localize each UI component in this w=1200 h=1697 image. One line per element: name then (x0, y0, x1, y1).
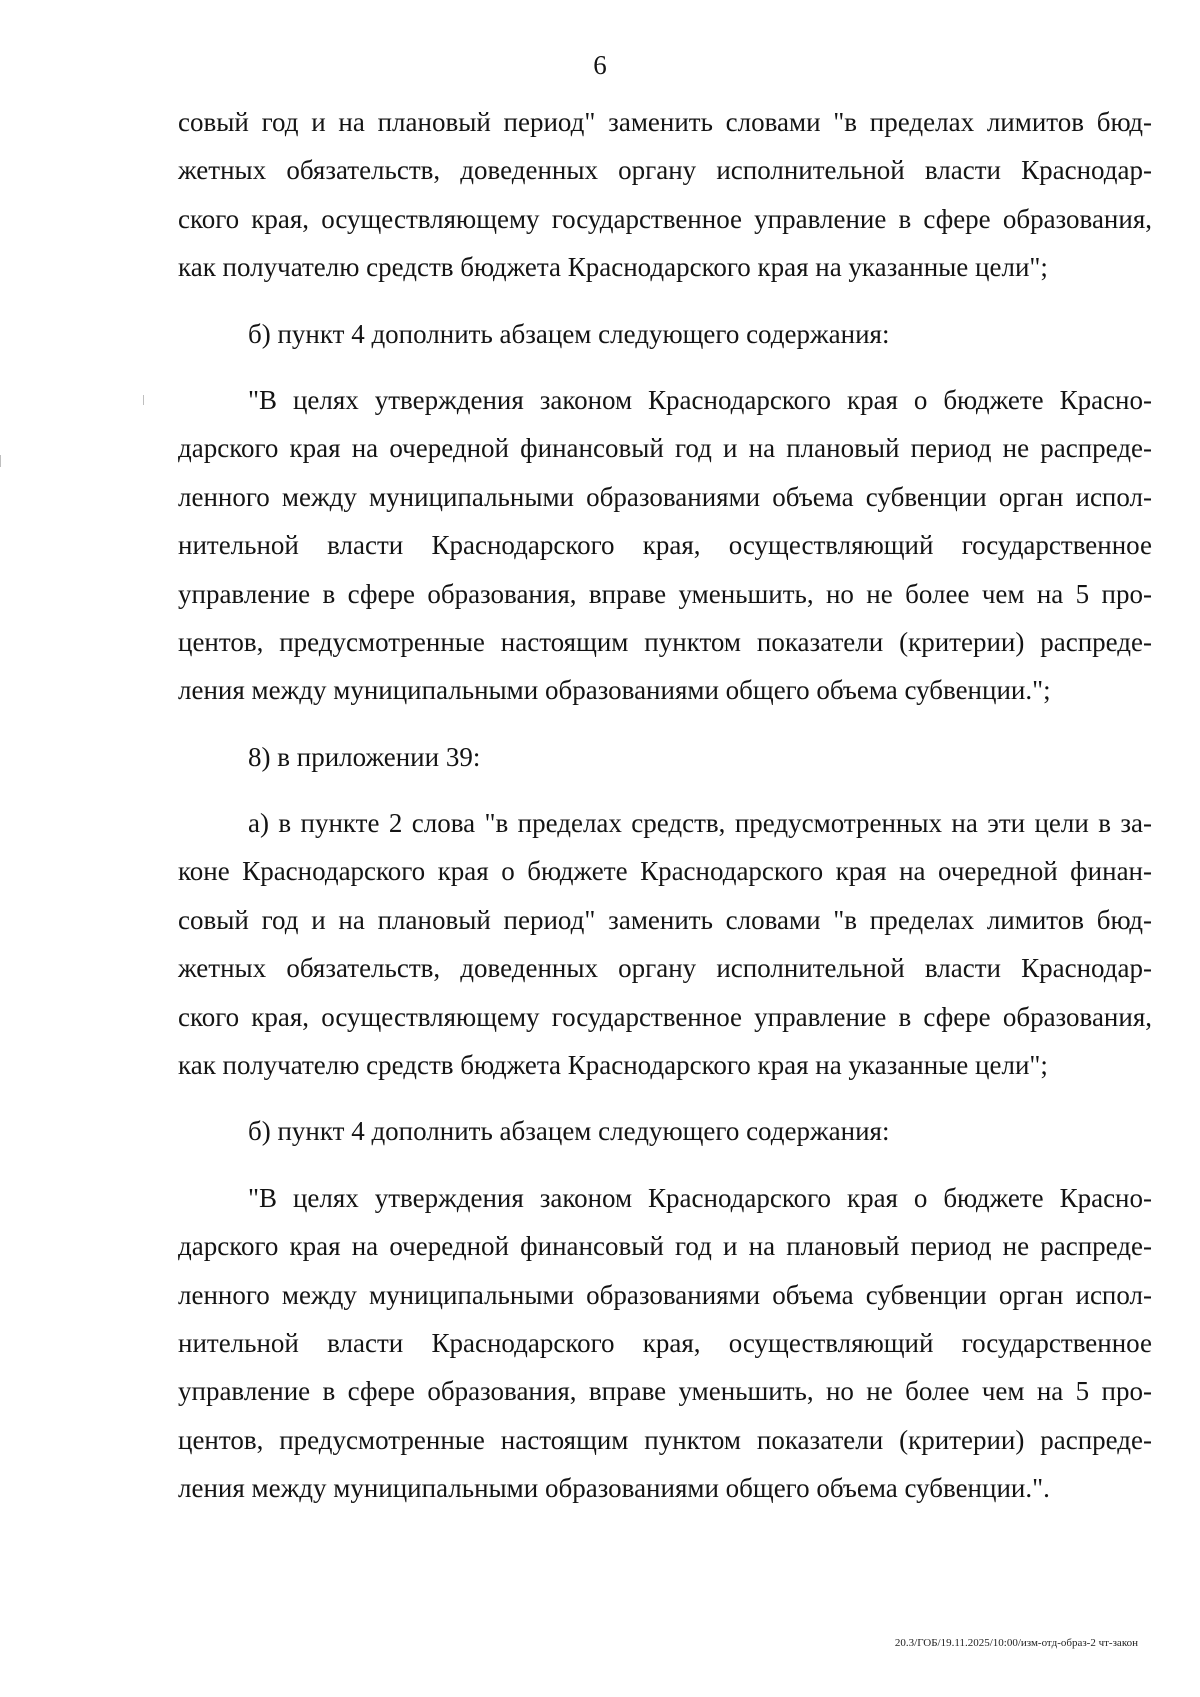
text-line: жетных обязательств, доведенных органу исполнительной власти Краснодар- (178, 155, 1152, 186)
text-line: нительной власти Краснодарского края, осуществляющий государственное (178, 1327, 1152, 1358)
paragraph (178, 733, 1152, 781)
text-line: "В целях утверждения законом Краснодарского края о бюджете Красно- (248, 1182, 1152, 1213)
paragraph (178, 799, 1152, 1089)
text-line: совый год и на плановый период" заменить словами "в пределах лимитов бюд- (178, 904, 1152, 935)
text-line: 8) в приложении 39: (248, 741, 481, 772)
page-number: 6 (593, 50, 607, 80)
document-body (178, 98, 1152, 1513)
text-line: нительной власти Краснодарского края, осуществляющий государственное (178, 530, 1152, 561)
paragraph (178, 1174, 1152, 1513)
text-line: ленного между муниципальными образованиями объема субвенции орган испол- (178, 481, 1152, 512)
text-line: б) пункт 4 дополнить абзацем следующего содержания: (248, 318, 890, 349)
text-line: управление в сфере образования, вправе уменьшить, но не более чем на 5 про- (178, 578, 1152, 609)
text-line: коне Краснодарского края о бюджете Краснодарского края на очередной финан- (178, 856, 1152, 887)
scan-edge-mark (0, 455, 1, 467)
paragraph (178, 310, 1152, 358)
text-line: а) в пункте 2 слова "в пределах средств, предусмотренных на эти цели в за- (248, 808, 1152, 839)
text-line: ского края, осуществляющему государственное управление в сфере образования, (178, 1001, 1152, 1032)
text-line: дарского края на очередной финансовый год и на плановый период не распреде- (178, 433, 1152, 464)
document-footer-code: 20.3/ГОБ/19.11.2025/10:00/изм-отд-образ-2 чт-закон (894, 1637, 1138, 1649)
text-line: дарского края на очередной финансовый год и на плановый период не распреде- (178, 1231, 1152, 1262)
paragraph-gap (178, 1089, 1152, 1107)
text-line: совый год и на плановый период" заменить словами "в пределах лимитов бюд- (178, 107, 1152, 137)
scan-edge-mark (143, 395, 144, 405)
text-line: как получателю средств бюджета Краснодарского края на указанные цели"; (178, 1050, 1048, 1081)
text-line: жетных обязательств, доведенных органу исполнительной власти Краснодар- (178, 953, 1152, 984)
paragraph (178, 98, 1152, 292)
text-line: центов, предусмотренные настоящим пунктом показатели (критерии) распреде- (178, 626, 1152, 657)
text-line: как получателю средств бюджета Краснодарского края на указанные цели"; (178, 252, 1048, 283)
text-line: ления между муниципальными образованиями общего объема субвенции."; (178, 675, 1051, 706)
text-line: "В целях утверждения законом Краснодарского края о бюджете Красно- (248, 384, 1152, 415)
text-line: ского края, осуществляющему государственное управление в сфере образования, (178, 203, 1152, 234)
text-line: центов, предусмотренные настоящим пунктом показатели (критерии) распреде- (178, 1424, 1152, 1455)
paragraph-gap (178, 715, 1152, 733)
paragraph (178, 376, 1152, 715)
paragraph-gap (178, 292, 1152, 310)
text-line: б) пункт 4 дополнить абзацем следующего содержания: (248, 1116, 890, 1147)
paragraph-gap (178, 781, 1152, 799)
text-line: управление в сфере образования, вправе уменьшить, но не более чем на 5 про- (178, 1376, 1152, 1407)
text-line: ленного между муниципальными образованиями объема субвенции орган испол- (178, 1279, 1152, 1310)
paragraph-gap (178, 1156, 1152, 1174)
paragraph (178, 1107, 1152, 1155)
paragraph-gap (178, 358, 1152, 376)
text-line: ления между муниципальными образованиями общего объема субвенции.". (178, 1473, 1050, 1504)
